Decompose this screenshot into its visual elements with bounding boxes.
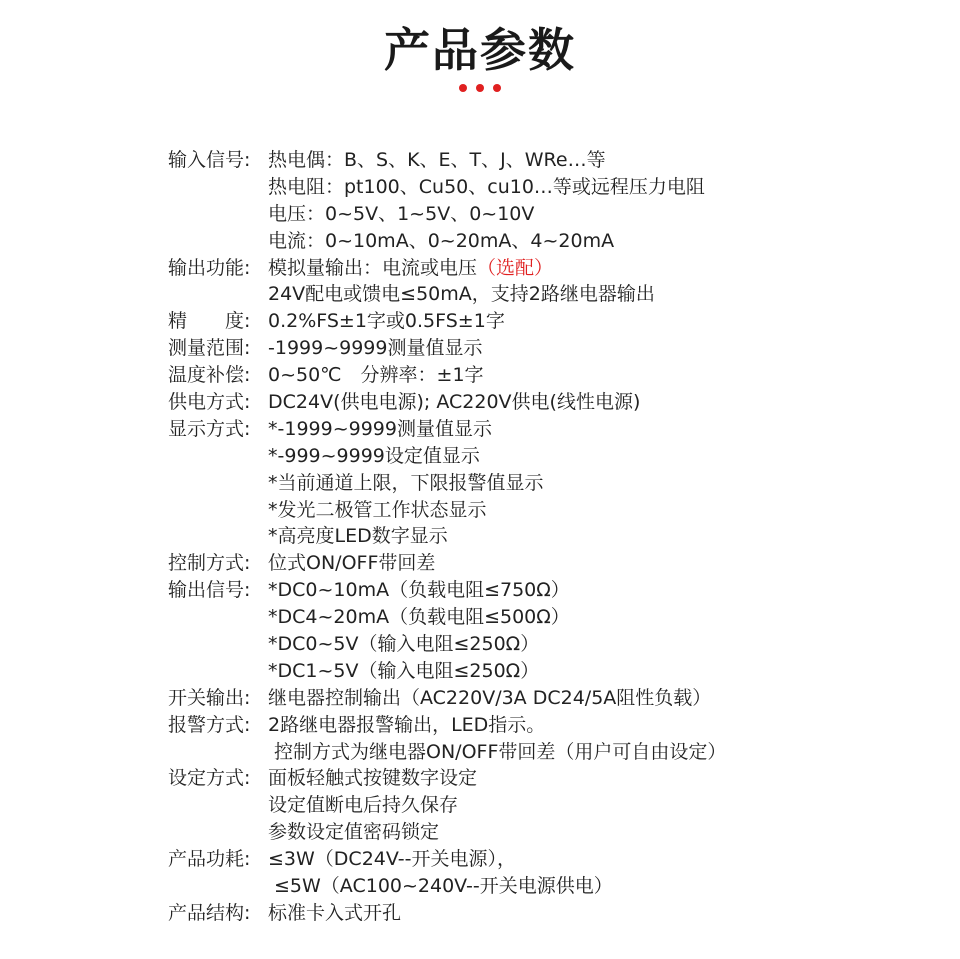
- spec-structure: [168, 900, 948, 927]
- spec-label: 输入信号:: [168, 149, 251, 171]
- spec-label: 报警方式:: [168, 713, 251, 736]
- spec-label: 精 度:: [168, 310, 251, 333]
- spec-value: 0.2%FS±1字或0.5FS±1字: [268, 310, 505, 333]
- red-dot: [459, 84, 467, 92]
- spec-control-mode: [168, 550, 948, 577]
- spec-continuation: [168, 523, 948, 550]
- spec-power-consumption: [168, 846, 948, 873]
- spec-value: 模拟量输出：电流或电压: [268, 256, 478, 279]
- spec-continuation: [168, 604, 948, 631]
- spec-output-function: [168, 255, 948, 282]
- spec-value: *DC0~10mA（负载电阻≤750Ω）: [268, 579, 570, 602]
- spec-label: 输出功能:: [168, 256, 251, 279]
- spec-label: 开关输出:: [168, 686, 251, 709]
- spec-continuation: [168, 873, 948, 900]
- spec-continuation: [168, 739, 948, 766]
- spec-value: 位式ON/OFF带回差: [268, 552, 436, 575]
- optional-note: （选配）: [477, 256, 554, 279]
- spec-continuation: [168, 631, 948, 658]
- spec-value: *发光二极管工作状态显示: [268, 498, 487, 521]
- spec-continuation: [168, 470, 948, 497]
- spec-value: *DC4~20mA（负载电阻≤500Ω）: [268, 606, 570, 629]
- spec-label: 显示方式:: [168, 417, 251, 440]
- spec-value: -1999~9999测量值显示: [268, 337, 483, 360]
- spec-value: 热电偶：B、S、K、E、T、J、WRe…等: [268, 149, 606, 171]
- spec-continuation: [168, 792, 948, 819]
- spec-value: ≤3W（DC24V--开关电源），: [268, 848, 516, 871]
- spec-value: 控制方式为继电器ON/OFF带回差（用户可自由设定）: [274, 740, 727, 763]
- spec-value: *-1999~9999测量值显示: [268, 417, 492, 440]
- spec-label: 温度补偿:: [168, 364, 251, 387]
- spec-label: 设定方式:: [168, 767, 251, 790]
- spec-value: *DC0~5V（输入电阻≤250Ω）: [268, 633, 540, 656]
- spec-continuation: [168, 228, 948, 255]
- spec-continuation: [168, 819, 948, 846]
- spec-setting-mode: [168, 765, 948, 792]
- spec-value: *当前通道上限，下限报警值显示: [268, 471, 544, 494]
- spec-label: 供电方式:: [168, 391, 251, 414]
- spec-value: 24V配电或馈电≤50mA，支持2路继电器输出: [268, 283, 655, 306]
- spec-label: 产品结构:: [168, 901, 251, 924]
- spec-continuation: [168, 497, 948, 524]
- decorative-dots: [0, 84, 960, 92]
- spec-continuation: [168, 658, 948, 685]
- spec-value: DC24V(供电电源); AC220V供电(线性电源): [268, 391, 641, 414]
- spec-label: 控制方式:: [168, 552, 251, 575]
- spec-value: *-999~9999设定值显示: [268, 444, 480, 467]
- red-dot: [476, 84, 484, 92]
- spec-value: *DC1~5V（输入电阻≤250Ω）: [268, 659, 540, 682]
- spec-continuation: [168, 281, 948, 308]
- spec-label: 输出信号:: [168, 579, 251, 602]
- spec-switch-output: [168, 685, 948, 712]
- spec-label: 测量范围:: [168, 337, 251, 360]
- spec-value: 继电器控制输出（AC220V/3A DC24/5A阻性负载）: [268, 686, 712, 709]
- spec-output-signal: [168, 577, 948, 604]
- spec-value: 热电阻：pt100、Cu50、cu10…等或远程压力电阻: [268, 175, 705, 198]
- spec-value: 电流：0~10mA、0~20mA、4~20mA: [268, 229, 615, 252]
- spec-value: 2路继电器报警输出，LED指示。: [268, 713, 546, 736]
- spec-temp-compensation: [168, 362, 948, 389]
- red-dot: [493, 84, 501, 92]
- spec-label: 产品功耗:: [168, 848, 251, 871]
- spec-value: ≤5W（AC100~240V--开关电源供电）: [274, 875, 613, 898]
- page-title: 产品参数: [384, 23, 576, 77]
- spec-value: 面板轻触式按键数字设定: [268, 767, 478, 790]
- spec-value: 参数设定值密码锁定: [268, 821, 440, 844]
- spec-value: 电压：0~5V、1~5V、0~10V: [268, 202, 535, 225]
- spec-value: 0~50℃ 分辨率：±1字: [268, 364, 484, 387]
- spec-alarm-mode: [168, 712, 948, 739]
- spec-measure-range: [168, 335, 948, 362]
- spec-display-mode: [168, 416, 948, 443]
- spec-power-supply: [168, 389, 948, 416]
- spec-value: 标准卡入式开孔: [268, 901, 402, 924]
- spec-continuation: [168, 201, 948, 228]
- spec-input-signal: [168, 147, 948, 174]
- spec-continuation: [168, 443, 948, 470]
- spec-continuation: [168, 174, 948, 201]
- spec-value: 设定值断电后持久保存: [268, 794, 459, 817]
- spec-list: [168, 147, 948, 927]
- spec-precision: [168, 308, 948, 335]
- spec-value: *高亮度LED数字显示: [268, 525, 448, 548]
